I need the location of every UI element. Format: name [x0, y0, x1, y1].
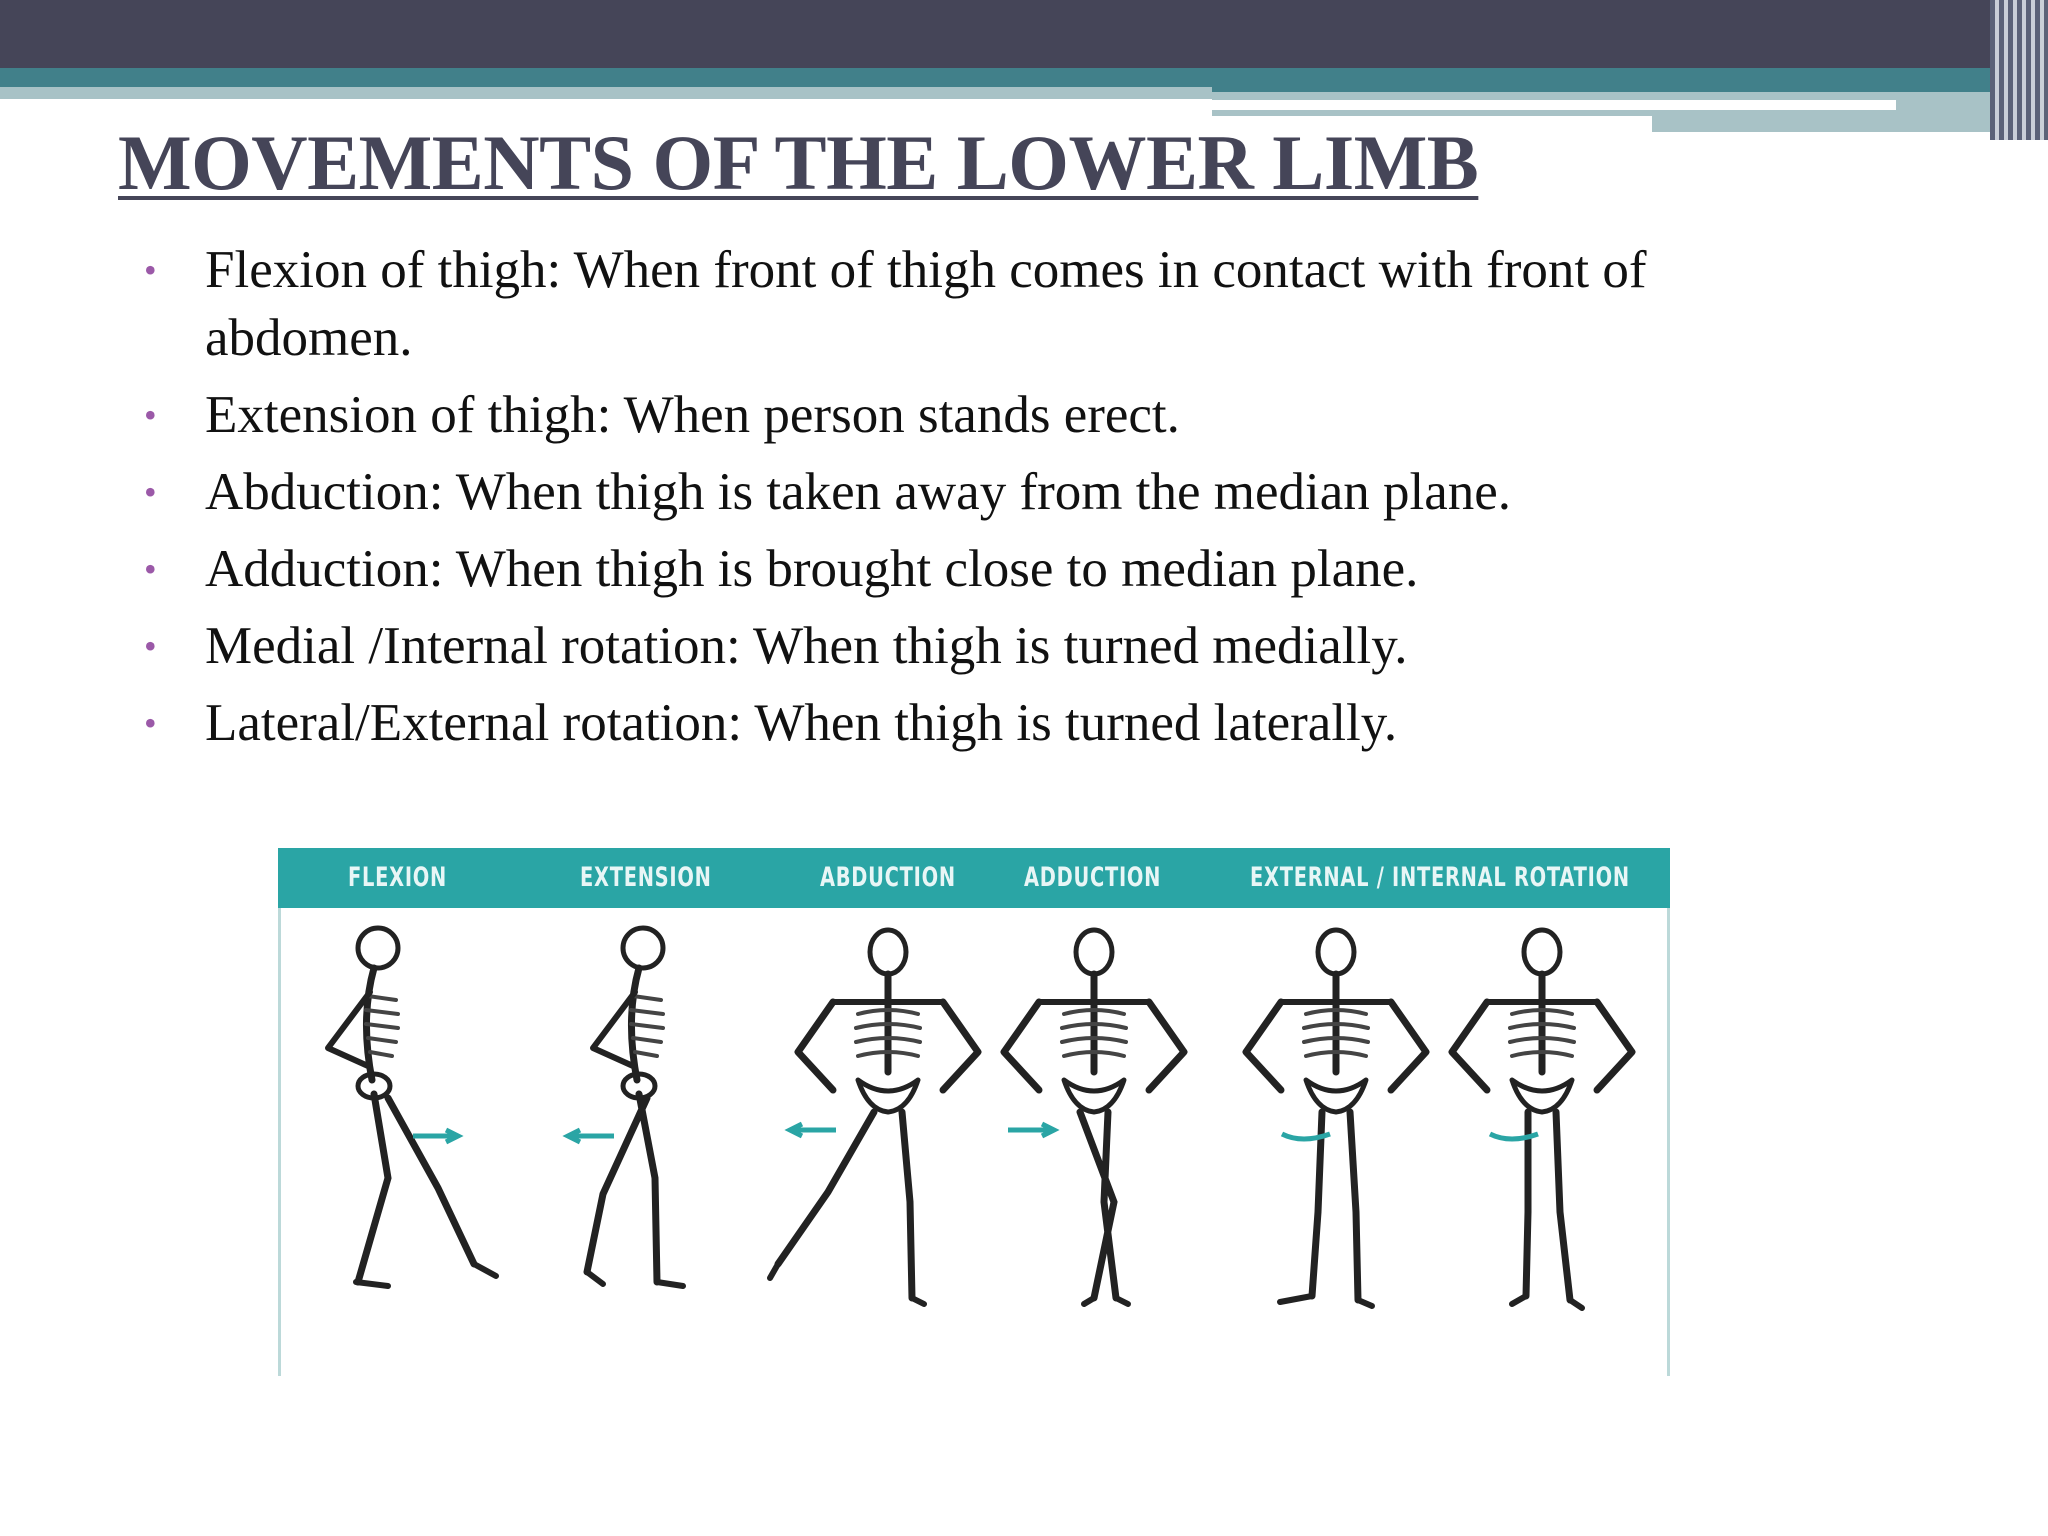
bullet-icon: • — [144, 250, 157, 290]
figure-label-adduction: ADDUCTION — [1024, 862, 1162, 893]
bullet-text: Adduction: When thigh is brought close to median plane. — [205, 540, 1419, 598]
bullet-item — [140, 689, 1840, 757]
bullet-item — [140, 535, 1840, 603]
bullet-icon: • — [144, 626, 157, 666]
skeleton-extension — [587, 928, 683, 1286]
arrow-icon — [413, 1130, 458, 1142]
figure-label-rotation: EXTERNAL / INTERNAL ROTATION — [1250, 862, 1630, 893]
skeleton-illustrations — [278, 908, 1670, 1376]
bullet-item — [140, 458, 1840, 526]
slide-title: MOVEMENTS OF THE LOWER LIMB — [118, 119, 1479, 206]
figure-label-extension: EXTENSION — [580, 862, 712, 893]
skeleton-internal-rotation — [1452, 930, 1632, 1308]
bullet-icon: • — [144, 703, 157, 743]
skeleton-external-rotation — [1246, 930, 1426, 1306]
skeleton-flexion — [328, 928, 496, 1286]
bullet-text: Lateral/External rotation: When thigh is turned laterally. — [205, 694, 1398, 752]
bullet-list — [140, 236, 1840, 766]
bullet-text: Abduction: When thigh is taken away from the median plane. — [205, 463, 1512, 521]
rotation-arrow-icon — [1490, 1134, 1538, 1139]
header-stripes — [1990, 0, 2048, 140]
header-rule — [1212, 100, 1896, 110]
skeleton-adduction — [1004, 930, 1184, 1304]
arrow-icon — [790, 1124, 836, 1136]
arrow-icon — [568, 1130, 614, 1142]
bullet-icon: • — [144, 549, 157, 589]
skeleton-abduction — [770, 930, 978, 1304]
bullet-text: Medial /Internal rotation: When thigh is turned medially. — [205, 617, 1408, 675]
figure-label-flexion: FLEXION — [348, 862, 448, 893]
bullet-item — [140, 236, 1840, 372]
bullet-icon: • — [144, 395, 157, 435]
bullet-item — [140, 612, 1840, 680]
header-band-dark — [0, 0, 2048, 68]
arrow-icon — [1008, 1124, 1054, 1136]
header-band-light — [0, 87, 1212, 99]
rotation-arrow-icon — [1282, 1134, 1330, 1139]
figure-label-abduction: ABDUCTION — [820, 862, 956, 893]
bullet-item — [140, 381, 1840, 449]
skeleton-movements-figure — [278, 848, 1670, 1376]
bullet-icon: • — [144, 472, 157, 512]
bullet-text: Flexion of thigh: When front of thigh comes in contact with front of abdomen. — [205, 241, 1647, 367]
bullet-text: Extension of thigh: When person stands erect. — [205, 386, 1180, 444]
